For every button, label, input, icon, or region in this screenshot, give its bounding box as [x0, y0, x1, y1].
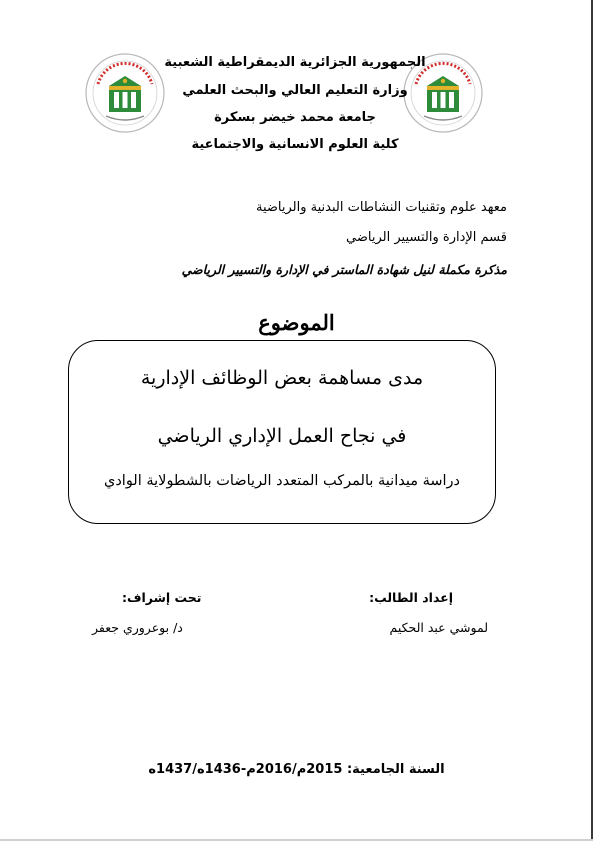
topic-label: الموضوع: [258, 310, 335, 335]
student-label: إعداد الطالب:: [369, 590, 453, 605]
supervisor-label: تحت إشراف:: [122, 590, 202, 605]
student-name: لموشي عبد الحكيم: [389, 620, 488, 635]
memo-title: مذكرة مكملة لنيل شهادة الماستر في الإدارة والتسيير الرياضي: [181, 262, 507, 277]
institute-name: معهد علوم وتقنيات النشاطات البدنية والرياضية: [255, 200, 507, 215]
department-name: قسم الإدارة والتسيير الرياضي: [346, 230, 507, 245]
header-republic: الجمهورية الجزائرية الديمقراطية الشعبية: [164, 55, 426, 70]
header-university: جامعة محمد خيضر بسكرة: [214, 110, 376, 125]
header-faculty: كلية العلوم الانسانية والاجتماعية: [191, 137, 399, 152]
supervisor-name: د/ بوعروري جعفر: [92, 620, 183, 635]
academic-year: السنة الجامعية: 2015م/2016م-1436ه/1437ه: [148, 762, 445, 777]
topic-line-2: في نجاح العمل الإداري الرياضي: [157, 425, 407, 447]
header-ministry: وزارة التعليم العالي والبحث العلمي: [182, 83, 408, 98]
topic-line-1: مدى مساهمة بعض الوظائف الإدارية: [140, 367, 424, 389]
topic-line-3: دراسة ميدانية بالمركب المتعدد الرياضات بالشطولاية الوادي: [103, 473, 461, 489]
topic-box: [68, 340, 496, 524]
